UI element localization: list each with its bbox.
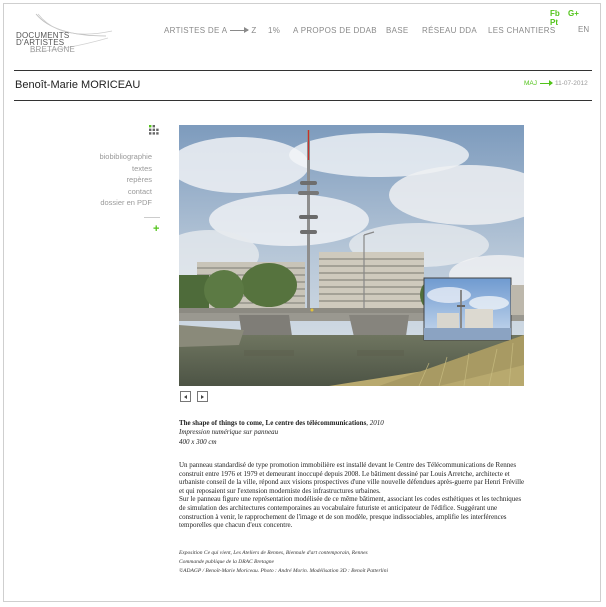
update-info bbox=[524, 80, 588, 87]
maj-date: 11-07-2012 bbox=[555, 80, 588, 87]
description-paragraph: Sur le panneau figure une représentation modélisée de ce même bâtiment, associant les codes esthétiques et les techniques de simulation des architectures contemporaines au vocabulaire futuriste et anticipateur de l'édifice. Suggérant une construction à venir, le rapprochement de l'image et de son modèle, presque indissociables, amplifie les interférences temporelles que chacun d'eux concentre. bbox=[179, 495, 522, 530]
maj-label: MAJ bbox=[524, 80, 537, 87]
language-switch[interactable]: EN bbox=[578, 25, 590, 34]
artwork-size: 400 x 300 cm bbox=[179, 437, 217, 446]
logo-line-documents: DOCUMENTS bbox=[16, 31, 70, 40]
artwork-credits bbox=[179, 549, 529, 576]
header-rule bbox=[14, 70, 592, 71]
artwork-photo bbox=[179, 125, 524, 386]
sidebar-item-pdf[interactable]: dossier en PDF bbox=[100, 198, 152, 207]
artwork-description bbox=[179, 461, 529, 530]
logo-line-artistes: D'ARTISTES bbox=[16, 38, 65, 47]
logo-line-bretagne: BRETAGNE bbox=[30, 45, 76, 54]
nav-artists-a-z[interactable] bbox=[164, 26, 257, 35]
pinterest-link[interactable]: Pt bbox=[550, 18, 558, 27]
artwork-medium: Impression numérique sur panneau bbox=[179, 428, 279, 437]
google-plus-link[interactable]: G+ bbox=[568, 9, 579, 18]
nav-artists-z-label: Z bbox=[251, 26, 257, 35]
credit-line: Exposition Ce qui vient, Les Ateliers de Rennes, Biennale d'art contemporain, Rennes bbox=[179, 550, 368, 556]
page-title: Benoît-Marie MORICEAU bbox=[15, 79, 141, 91]
credit-line: ©ADAGP / Benoît-Marie Moriceau. Photo : André Morin. Modélisation 3D : Benoît Patterlini bbox=[179, 567, 388, 574]
artwork-caption bbox=[179, 419, 529, 447]
sidebar-item-biobibliographie[interactable]: biobibliographie bbox=[99, 152, 152, 161]
sidebar-item-reperes[interactable]: repères bbox=[126, 175, 152, 184]
sidebar-divider bbox=[144, 217, 160, 218]
nav-about[interactable]: A PROPOS DE DDAB bbox=[293, 26, 377, 35]
previous-image-button[interactable] bbox=[180, 391, 191, 402]
title-rule bbox=[14, 100, 592, 101]
page-frame bbox=[3, 3, 601, 602]
artwork-year: , 2010 bbox=[366, 419, 384, 427]
nav-artists-a-label: ARTISTES DE A bbox=[164, 26, 228, 35]
arrow-right-icon bbox=[540, 83, 552, 84]
arrow-right-icon bbox=[230, 30, 248, 31]
site-logo[interactable] bbox=[16, 12, 116, 58]
facebook-link[interactable]: Fb bbox=[550, 9, 560, 18]
social-links bbox=[550, 9, 600, 27]
nav-base[interactable]: BASE bbox=[386, 26, 409, 35]
sidebar-item-contact[interactable]: contact bbox=[127, 186, 152, 196]
nav-network[interactable]: RÉSEAU DDA bbox=[422, 26, 478, 35]
sidebar-item-textes[interactable]: textes bbox=[131, 163, 152, 173]
artwork-title: The shape of things to come, Le centre des télécommunications bbox=[179, 419, 367, 427]
credit-line: Commande publique de la DRAC Bretagne bbox=[179, 558, 274, 565]
sidebar-menu bbox=[99, 151, 152, 209]
description-paragraph: Un panneau standardisé de type promotion immobilière est installé devant le Centre des Télécommunications de Rennes construit entre 1976 et 1979 et demeurant inoccupé depuis 2008. Le bâtiment dessiné par Louis Arretche, architecte et urbaniste conseil de la ville, répond aux visions prospectives d'une ville nouvelle défendues après-guerre par Henri Fréville et qui reposaient sur l'extension moderniste des infrastructures urbaines. bbox=[179, 461, 525, 495]
plus-icon[interactable]: + bbox=[153, 223, 160, 235]
nav-projects[interactable]: LES CHANTIERS bbox=[488, 26, 556, 35]
next-image-button[interactable] bbox=[197, 391, 208, 402]
nav-percent[interactable]: 1% bbox=[268, 26, 281, 35]
grid-view-icon[interactable] bbox=[149, 125, 159, 137]
